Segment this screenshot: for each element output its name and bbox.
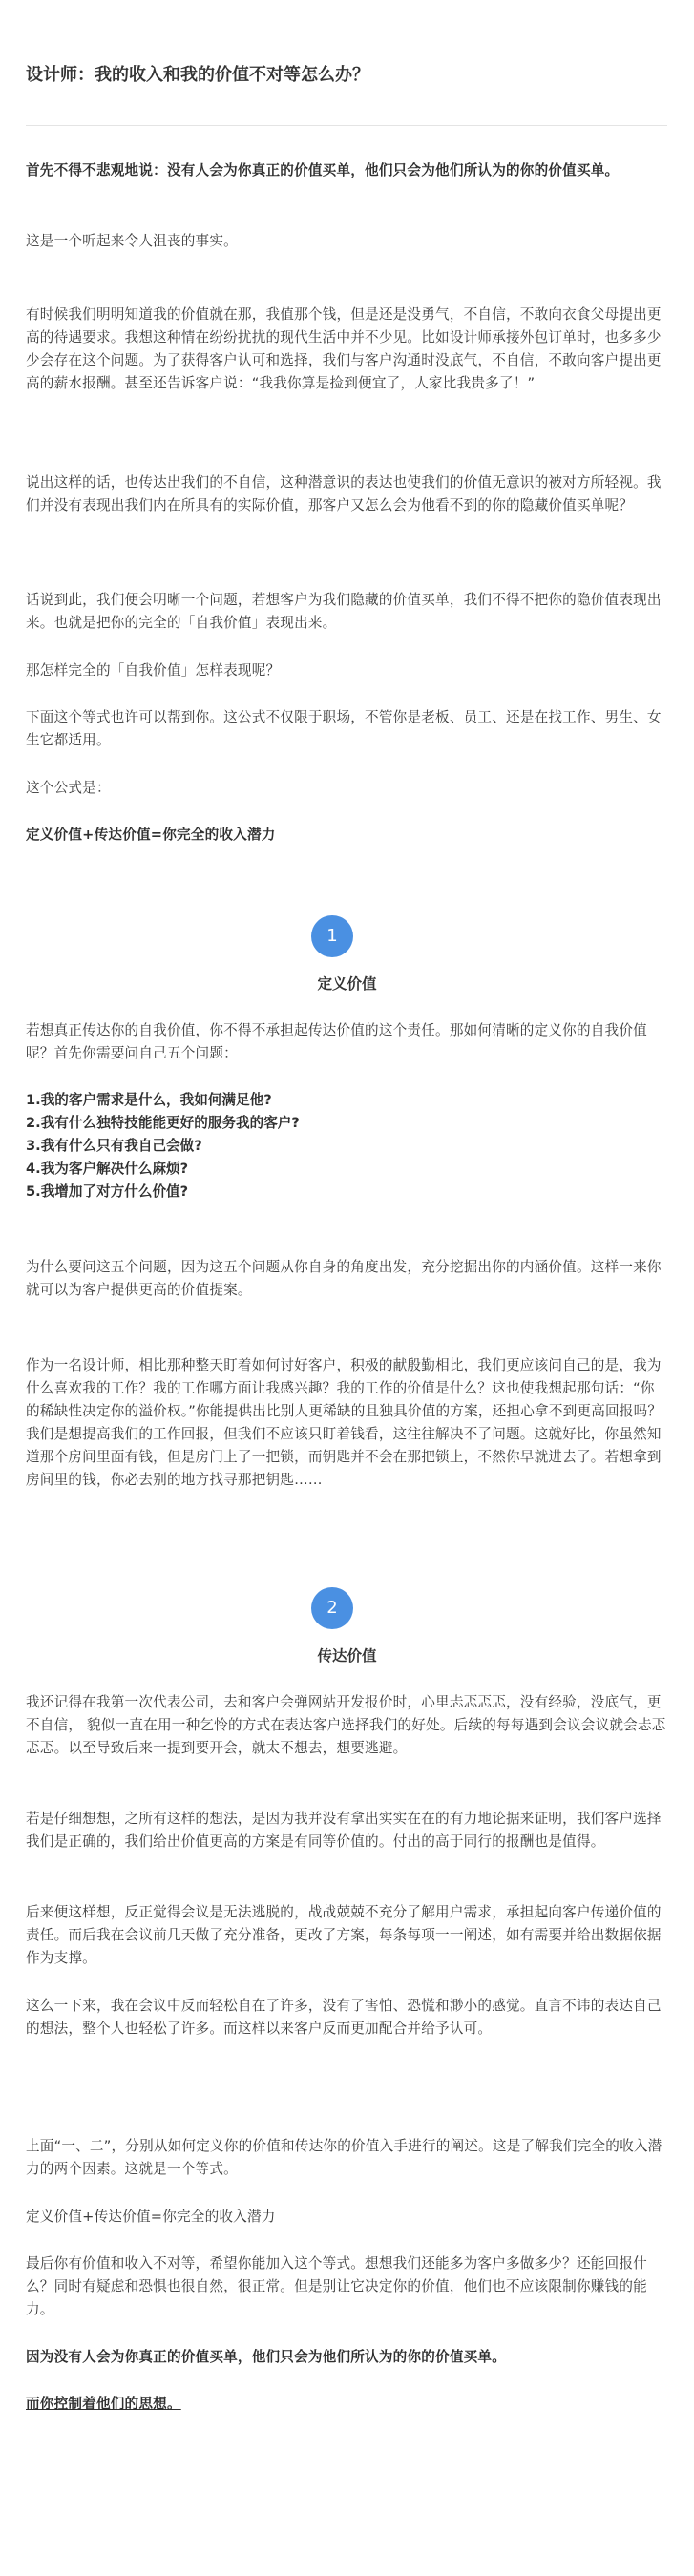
paragraph: 话说到此，我们便会明晰一个问题，若想客户为我们隐藏的价值买单，我们不得不把你的隐价值表现出来。也就是把你的完全的「自我价值」表现出来。: [26, 592, 662, 631]
paragraph: 后来便这样想，反正觉得会议是无法逃脱的，战战兢兢不充分了解用户需求，承担起向客户传递价值的责任。而后我在会议前几天做了充分准备，更改了方案，每条每项一一阐述，如有需要并给出数据依据作为支撑。: [26, 1904, 662, 1966]
paragraph: 那怎样完全的「自我价值」怎样表现呢？: [26, 662, 281, 679]
list-item: 3.我有什么只有我自己会做?: [26, 1138, 202, 1154]
paragraph: 为什么要问这五个问题，因为这五个问题从你自身的角度出发，充分挖掘出你的内涵价值。这样一来你就可以为客户提供更高的价值提案。: [26, 1259, 662, 1298]
underlined-text: 而你控制着他们的思想。: [26, 2396, 181, 2412]
formula-bold: 定义价值+传达价值=你完全的收入潜力: [26, 827, 276, 843]
paragraph: 这么一下来，我在会议中反而轻松自在了许多，没有了害怕、恐慌和渺小的感觉。直言不讳的表达自己的想法，整个人也轻松了许多。而这样以来客户反而更加配合并给予认可。: [26, 1998, 662, 2037]
list-item: 1.我的客户需求是什么，我如何满足他?: [26, 1092, 272, 1108]
paragraph: 这是一个听起来令人沮丧的事实。: [26, 233, 238, 249]
closing-underline: [26, 2393, 667, 2416]
closing-bold: 因为没有人会为你真正的价值买单，他们只会为他们所认为的你的价值买单。: [26, 2349, 506, 2365]
paragraph: 最后你有价值和收入不对等，希望你能加入这个等式。想想我们还能多为客户多做多少？还能回报什么？同时有疑虑和恐惧也很自然，很正常。但是别让它决定你的价值，他们也不应该限制你赚钱的能力。: [26, 2255, 647, 2317]
list-item: 5.我增加了对方什么价值?: [26, 1183, 189, 1200]
paragraph: 下面这个等式也许可以帮到你。这公式不仅限于职场，不管你是老板、员工、还是在找工作、男生、女生它都适用。: [26, 709, 662, 748]
article-title: 设计师：我的收入和我的价值不对等怎么办？: [26, 65, 369, 85]
paragraph: 说出这样的话，也传达出我们的不自信，这种潜意识的表达也使我们的价值无意识的被对方所轻视。我们并没有表现出我们内在所具有的实际价值，那客户又怎么会为他看不到的你的隐藏价值买单呢？: [26, 474, 662, 513]
paragraph: 这个公式是：: [26, 780, 111, 796]
paragraph: 我还记得在我第一次代表公司，去和客户会弹网站开发报价时，心里忐忑忑忑，没有经验，没底气，更不自信， 貌似一直在用一种乞怜的方式在表达客户选择我们的好处。后续的每每遇到会议会议就会忐忑忑忑。以至导致后来一提到要开会，就太不想去，想要逃避。: [26, 1694, 666, 1756]
paragraph: 有时候我们明明知道我的价值就在那，我值那个钱，但是还是没勇气，不自信，不敢向衣食父母提出更高的待遇要求。我想这种情在纷纷扰扰的现代生活中并不少见。比如设计师承接外包订单时，也多多少少会存在这个问题。为了获得客户认可和选择，我们与客户沟通时没底气，不自信，不敢向客户提出更高的薪水报酬。甚至还告诉客户说：“我我你算是捡到便宜了，人家比我贵多了！”: [26, 306, 662, 391]
questions-list: [26, 1089, 667, 1204]
section-number-badge: 2: [311, 1587, 353, 1629]
list-item: 2.我有什么独特技能能更好的服务我的客户?: [26, 1115, 300, 1131]
paragraph: 若是仔细想想，之所有这样的想法，是因为我并没有拿出实实在在的有力地论据来证明，我们客户选择我们是正确的，我们给出价值更高的方案是有同等价值的。付出的高于同行的报酬也是值得。: [26, 1811, 662, 1850]
paragraph: 作为一名设计师，相比那种整天盯着如何讨好客户，积极的献殷勤相比，我们更应该问自己的是，我为什么喜欢我的工作？我的工作哪方面让我感兴趣？我的工作的价值是什么？这也使我想起那句话：“你的稀缺性决定你的溢价权。”你能提供出比别人更稀缺的且独具价值的方案，还担心拿不到更高回报吗？我们是想提高我们的工作回报，但我们不应该只盯着钱看，这往往解决不了问题。这就好比，你虽然知道那个房间里面有钱，但是房门上了一把锁，而钥匙并不会在那把锁上，不然你早就进去了。若想拿到房间里的钱，你必去别的地方找寻那把钥匙……: [26, 1357, 662, 1488]
paragraph: 上面“一、二”，分别从如何定义你的价值和传达你的价值入手进行的阐述。这是了解我们完全的收入潜力的两个因素。这就是一个等式。: [26, 2138, 662, 2177]
title-divider: [26, 125, 667, 126]
paragraph: 若想真正传达你的自我价值，你不得不承担起传达价值的这个责任。那如何清晰的定义你的自我价值呢？首先你需要问自己五个问题：: [26, 1022, 647, 1061]
list-item: 4.我为客户解决什么麻烦?: [26, 1161, 189, 1177]
formula-text: 定义价值+传达价值=你完全的收入潜力: [26, 2209, 276, 2225]
intro-bold-paragraph: 首先不得不悲观地说：没有人会为你真正的价值买单，他们只会为他们所认为的你的价值买单。: [26, 162, 620, 178]
section-number-badge: 1: [311, 915, 353, 957]
section-heading: 传达价值: [317, 1647, 377, 1665]
section-heading: 定义价值: [317, 975, 377, 993]
